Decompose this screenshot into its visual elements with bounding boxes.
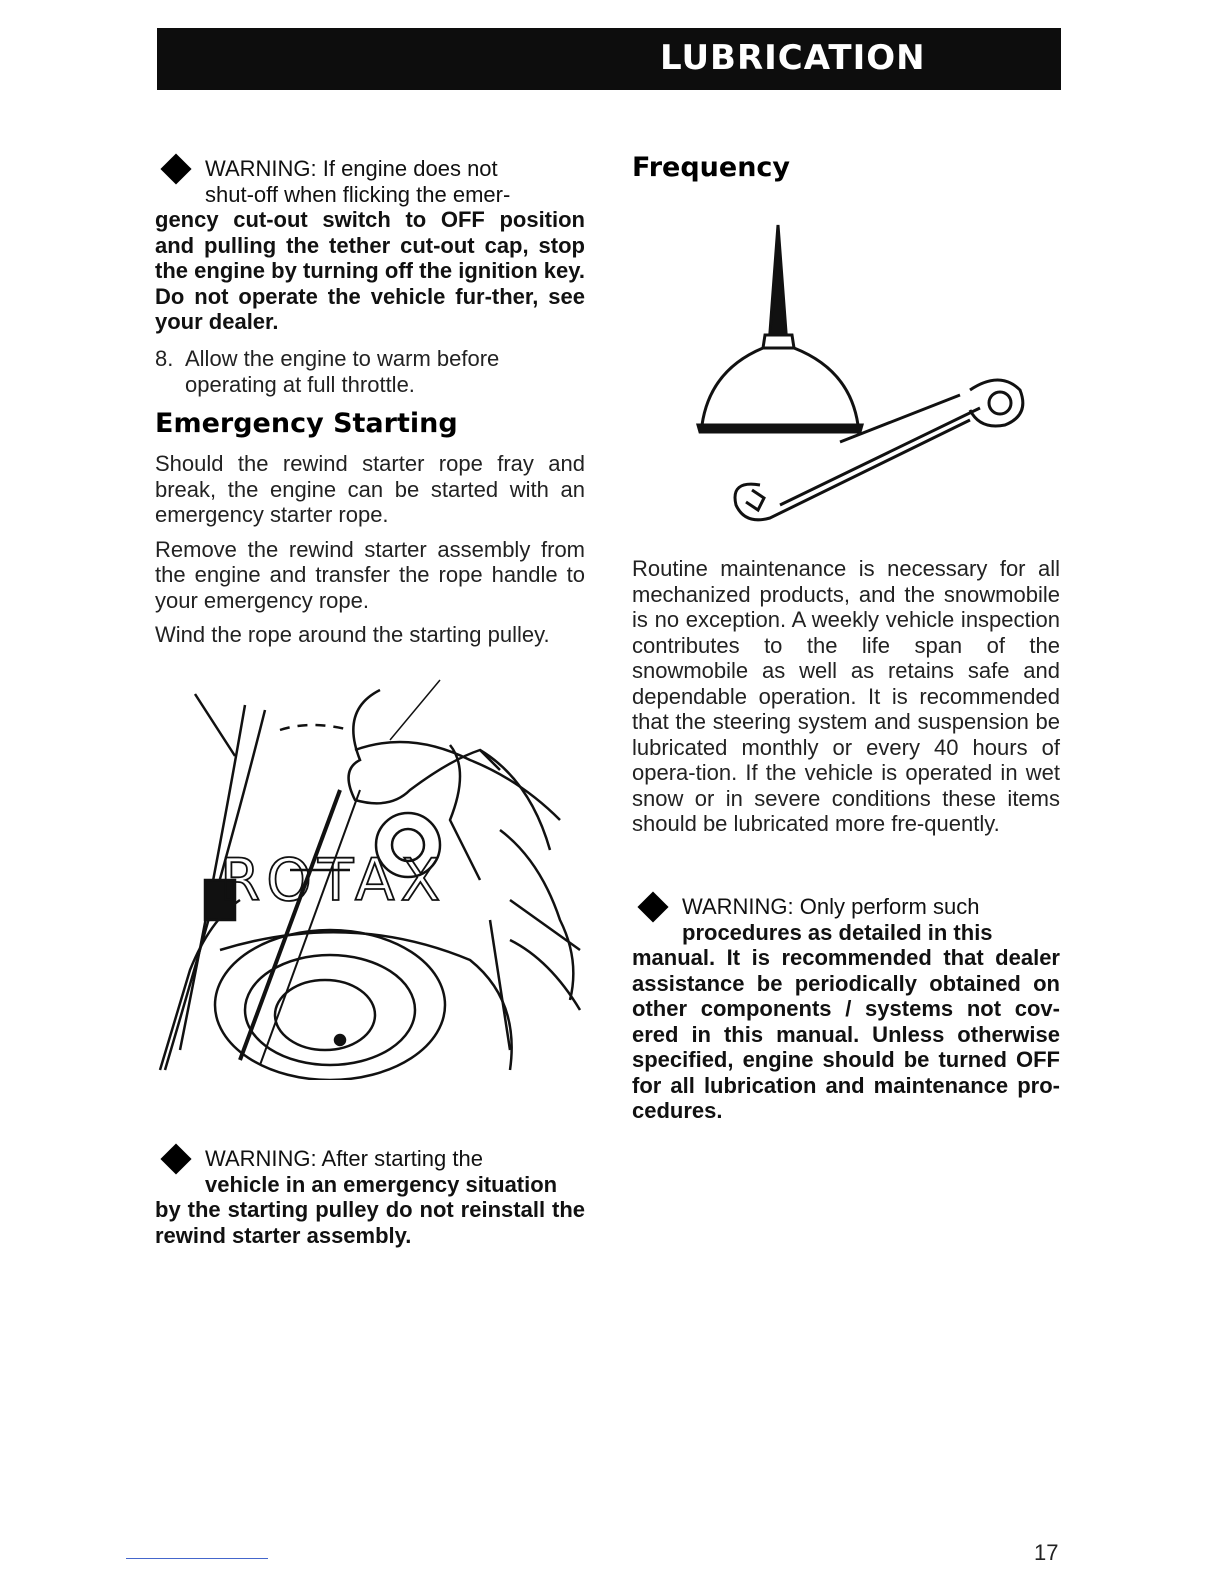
warning-line1: WARNING: After starting the <box>205 1146 483 1171</box>
warning-line1: WARNING: Only perform such <box>682 894 980 919</box>
warning-line1: WARNING: If engine does not <box>205 156 498 181</box>
warning-procedures <box>632 894 1060 1124</box>
paragraph: Should the rewind starter rope fray and break, the engine can be started with an emergency starter rope. <box>155 451 585 527</box>
paragraph-maintenance: Routine maintenance is necessary for all mechanized products, and the snowmobile is no exception. A weekly vehicle inspection contributes to the life span of the snowmobile as well as retains safe and dependable operation. It is recommended that the steering system and suspension be lubricated monthly or every 40 hours of opera-tion. If the vehicle is operated in wet snow or in severe conditions these items should be lubricated more fre-quently. <box>632 556 1060 836</box>
warning-emergency-start <box>155 1146 585 1248</box>
warning-body: manual. It is recommended that dealer assistance be periodically obtained on other components / systems not cov-ered in this manual. Unless otherwise specified, engine should be turned OFF for all lubrication and maintenance pro-cedures. <box>632 945 1060 1123</box>
step-8 <box>155 346 585 397</box>
page-title: LUBRICATION <box>660 38 926 78</box>
warning-line2: shut-off when flicking the emer- <box>205 181 511 207</box>
footer-rule <box>126 1558 268 1559</box>
rotax-logo-text: ROTAX <box>220 846 447 914</box>
warning-body: gency cut-out switch to OFF position and pulling the tether cut-out cap, stop the engine by turning off the ignition key. Do not operate the vehicle fur-ther, see your dealer. <box>155 207 585 334</box>
warning-line2: vehicle in an emergency situation <box>205 1171 558 1197</box>
warning-engine-shutoff <box>155 156 585 335</box>
paragraph: Remove the rewind starter assembly from the engine and transfer the rope handle to your emergency rope. <box>155 536 585 613</box>
step-line2: operating at full throttle. <box>185 371 415 397</box>
section-heading-frequency: Frequency <box>632 152 791 183</box>
oil-can-wrench-illustration <box>690 220 1040 550</box>
step-number: 8. <box>155 346 174 371</box>
warning-body: by the starting pulley do not reinstall the rewind starter assembly. <box>155 1197 585 1248</box>
step-line1: Allow the engine to warm before <box>185 346 500 371</box>
section-heading-emergency: Emergency Starting <box>155 408 458 439</box>
emergency-text <box>155 451 585 657</box>
paragraph: Wind the rope around the starting pulley. <box>155 622 550 647</box>
warning-line2: procedures as detailed in this <box>682 919 993 945</box>
rotax-starter-illustration <box>150 670 590 1080</box>
page-number: 17 <box>1034 1540 1059 1565</box>
